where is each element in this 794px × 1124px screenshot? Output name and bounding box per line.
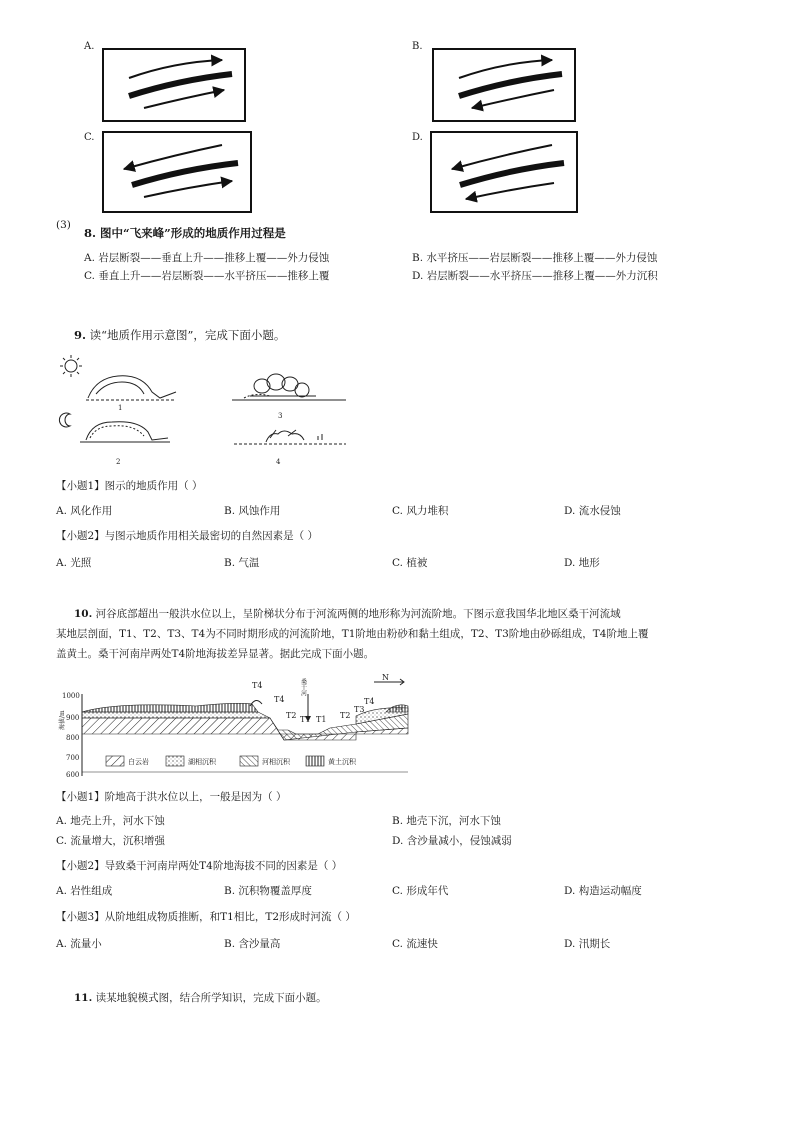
q10-sub1-option-a[interactable]: A. 地壳上升，河水下蚀: [56, 815, 165, 827]
terrace-label-t2-left: T2: [286, 711, 297, 720]
q8-option-d[interactable]: D. 岩层断裂——水平挤压——推移上覆——外力沉积: [412, 270, 658, 282]
arrows-figure-c: [104, 133, 250, 211]
y-tick-900: 900: [66, 714, 80, 722]
option-b-label: B.: [412, 41, 423, 52]
y-tick-700: 700: [66, 754, 80, 762]
river-label: 桑干河: [299, 678, 307, 696]
rock-1: [86, 376, 176, 400]
terrace-label-t4-left: T4: [252, 681, 263, 690]
legend-lake: 湖相沉积: [188, 758, 216, 766]
q9-sub2-option-d[interactable]: D. 地形: [564, 557, 600, 569]
q9-sub1-option-b[interactable]: B. 风蚀作用: [224, 505, 281, 517]
option-a-label: A.: [84, 41, 95, 52]
north-label: N: [382, 673, 389, 682]
q10-sub1-option-c[interactable]: C. 流量增大，沉积增强: [56, 835, 165, 847]
q9-sub1-option-a[interactable]: A. 风化作用: [56, 505, 113, 517]
q11-number: 11.: [74, 992, 93, 1004]
q9-number: 9.: [74, 328, 87, 342]
terrace-label-t4-mid: T4: [274, 695, 285, 704]
q8-stem: 图中“飞来峰”形成的地质作用过程是: [100, 226, 286, 240]
q10-stem-1: 河谷底部超出一般洪水位以上，呈阶梯状分布于河流两侧的地形称为河流阶地。下图示意我国华北地区桑干河流域: [95, 608, 621, 620]
arrows-figure-a: [104, 50, 244, 120]
q10-sub3-option-c[interactable]: C. 流速快: [392, 938, 438, 950]
q9-sub1-option-c[interactable]: C. 风力堆积: [392, 505, 449, 517]
arrows-figure-d: [432, 133, 576, 211]
legend-river: 河相沉积: [262, 758, 290, 766]
option-a-diagram: [102, 48, 246, 122]
terrace-label-t3: T3: [354, 705, 365, 714]
q10-sub1-option-d[interactable]: D. 含沙量减小，侵蚀减弱: [392, 835, 512, 847]
terrace-label-t1-left: T1: [300, 715, 311, 724]
rock-4: [234, 430, 346, 444]
q10-sub2-option-c[interactable]: C. 形成年代: [392, 885, 449, 897]
y-axis-label: 海拔/m: [59, 710, 66, 730]
option-c-diagram: [102, 131, 252, 213]
q9-sub2-option-c[interactable]: C. 植被: [392, 557, 428, 569]
q8-number: 8.: [84, 226, 97, 240]
option-c-label: C.: [84, 132, 95, 143]
q8-option-a[interactable]: A. 岩层断裂——垂直上升——推移上覆——外力侵蚀: [84, 252, 330, 264]
legend-dolomite: 白云岩: [128, 758, 149, 766]
q8-option-b[interactable]: B. 水平挤压——岩层断裂——推移上覆——外力侵蚀: [412, 252, 658, 264]
q10-sub2-option-d[interactable]: D. 构造运动幅度: [564, 885, 642, 897]
q10-sub3-stem: 【小题3】从阶地组成物质推断，和T1相比，T2形成时河流（ ）: [56, 911, 356, 923]
sun-icon: [60, 355, 82, 377]
q10-stem-3: 盖黄土。桑干河南岸两处T4阶地海拔差异显著。据此完成下面小题。: [56, 648, 375, 660]
q9-sub2-option-a[interactable]: A. 光照: [56, 557, 92, 569]
rock-2: [80, 422, 170, 442]
q10-sub2-stem: 【小题2】导致桑干河南岸两处T4阶地海拔不同的因素是（ ）: [56, 860, 343, 872]
q10-stem-line1: [74, 606, 621, 621]
q10-sub3-option-d[interactable]: D. 汛期长: [564, 938, 611, 950]
arrows-figure-b: [434, 50, 574, 120]
option-d-label: D.: [412, 132, 423, 143]
q9-sub2-stem: 【小题2】与图示地质作用相关最密切的自然因素是（ ）: [56, 530, 319, 542]
q8-option-c[interactable]: C. 垂直上升——岩层断裂——水平挤压——推移上覆: [84, 270, 330, 282]
q9-geology-figure: [56, 352, 346, 472]
q9-sub1-option-d[interactable]: D. 流水侵蚀: [564, 505, 621, 517]
fig-label-3: 3: [278, 412, 283, 420]
q9-stem: 读“地质作用示意图”，完成下面小题。: [89, 328, 286, 342]
q9-sub1-stem: 【小题1】图示的地质作用（ ）: [56, 480, 203, 492]
q10-sub3-option-b[interactable]: B. 含沙量高: [224, 938, 281, 950]
q10-stem-2: 某地层剖面，T1、T2、T3、T4为不同时期形成的河流阶地，T1阶地由粉砂和黏土组成，T2、T3阶地由砂砾组成，T4阶地上覆: [56, 628, 649, 640]
terrace-label-t2-right: T2: [340, 711, 351, 720]
y-tick-800: 800: [66, 734, 80, 742]
q9-stem-line: [74, 327, 285, 343]
north-arrow-icon: [374, 679, 404, 685]
q9-sub2-option-b[interactable]: B. 气温: [224, 557, 260, 569]
q10-sub1-option-b[interactable]: B. 地壳下沉，河水下蚀: [392, 815, 501, 827]
q8-paren: (3): [56, 219, 71, 231]
terrace-label-t4-right: T4: [364, 697, 375, 706]
q10-sub2-option-b[interactable]: B. 沉积物覆盖厚度: [224, 885, 312, 897]
option-b-diagram: [432, 48, 576, 122]
q11-stem-line: [74, 990, 327, 1005]
fig-label-2: 2: [116, 458, 121, 466]
moon-icon: [59, 413, 70, 427]
q11-stem: 读某地貌模式图，结合所学知识，完成下面小题。: [95, 992, 327, 1004]
q10-sub1-stem: 【小题1】阶地高于洪水位以上，一般是因为（ ）: [56, 791, 287, 803]
fig-label-4: 4: [276, 458, 281, 466]
q10-sub2-option-a[interactable]: A. 岩性组成: [56, 885, 113, 897]
q10-number: 10.: [74, 608, 93, 620]
q8-stem-line: [84, 225, 286, 241]
terrace-label-t1-right: T1: [316, 715, 327, 724]
option-d-diagram: [430, 131, 578, 213]
legend-loess: 黄土沉积: [328, 758, 356, 766]
rock-3: [232, 374, 346, 400]
q10-profile-figure: [56, 668, 416, 780]
y-tick-1000: 1000: [62, 692, 80, 700]
fig-label-1: 1: [118, 404, 123, 412]
y-tick-600: 600: [66, 771, 80, 779]
q10-sub3-option-a[interactable]: A. 流量小: [56, 938, 102, 950]
